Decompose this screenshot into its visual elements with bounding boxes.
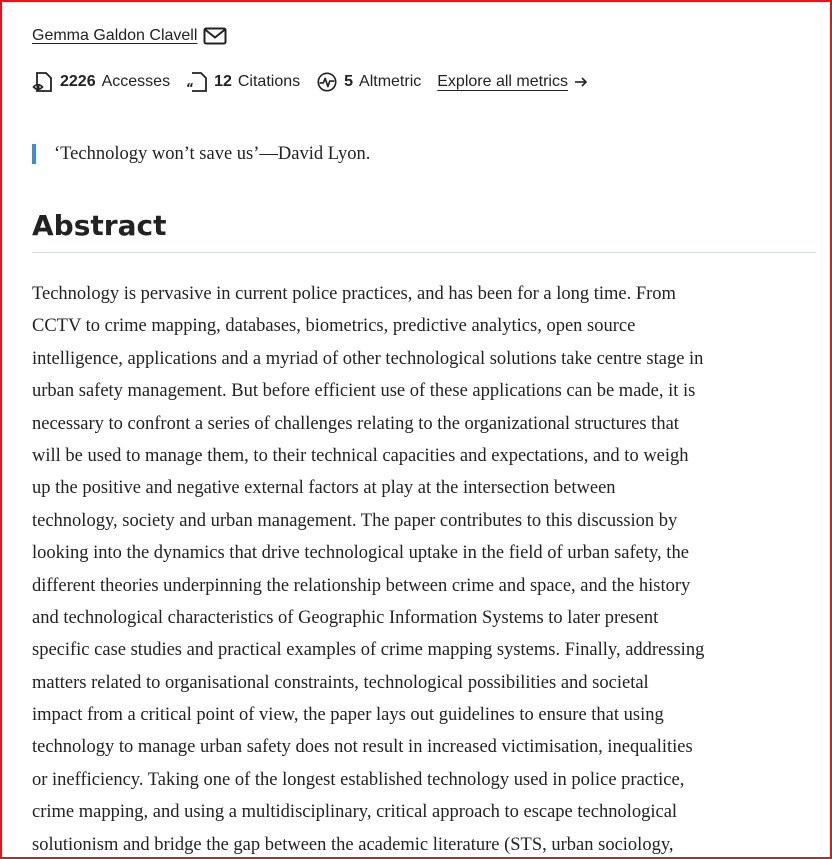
arrow-right-icon [573, 74, 589, 90]
abstract-line: necessary to confront a series of challenges relating to the organizational structures that [32, 413, 679, 434]
author-name-link[interactable]: Gemma Galdon Clavell [32, 27, 198, 44]
citations-label: Citations [237, 73, 301, 90]
abstract-line: technology, society and urban management. The paper contributes to this discussion by [32, 510, 678, 531]
altmetric-score: 5 [344, 73, 354, 90]
abstract-line: impact from a critical point of view, the paper lays out guidelines to ensure that using [32, 705, 664, 726]
accesses-count: 2226 [60, 73, 96, 90]
citations-count: 12 [214, 73, 232, 90]
metric-citations [186, 70, 300, 94]
abstract-line: different theories underpinning the relationship between crime and space, and the history [32, 575, 691, 596]
abstract-line: specific case studies and practical examples of crime mapping systems. Finally, addressing [32, 640, 705, 661]
metric-accesses [32, 70, 170, 94]
abstract-line: solutionism and bridge the gap between the academic literature (STS, urban sociology, [32, 834, 674, 855]
accesses-label: Accesses [101, 73, 171, 90]
abstract-line: up the positive and negative external factors at play at the intersection between [32, 478, 616, 499]
abstract-line: will be used to manage them, to their technical capacities and expectations, and to weigh [32, 445, 689, 466]
mail-icon[interactable] [203, 26, 227, 46]
citations-icon [186, 70, 208, 94]
abstract-line: CCTV to crime mapping, databases, biometrics, predictive analytics, open source [32, 316, 636, 337]
abstract-line: urban safety management. But before efficient use of these applications can be made, it is [32, 381, 696, 402]
abstract-line: technology to manage urban safety does not result in increased victimisation, inequalities [32, 737, 693, 758]
altmetric-icon [316, 70, 338, 94]
explore-all-metrics-link[interactable] [437, 73, 589, 91]
epigraph-quote: ‘Technology won’t save us’—David Lyon. [32, 144, 370, 164]
abstract-heading: Abstract [32, 209, 167, 242]
metric-altmetric [316, 70, 421, 94]
author-row [32, 26, 227, 46]
abstract-line: looking into the dynamics that drive technological uptake in the field of urban safety, the [32, 543, 689, 564]
abstract-line: intelligence, applications and a myriad of other technological solutions take centre stage in [32, 348, 704, 369]
explore-all-metrics-label[interactable]: Explore all metrics [437, 73, 568, 90]
metrics-row [32, 70, 589, 94]
abstract-line: and technological characteristics of Geographic Information Systems to later present [32, 607, 659, 628]
altmetric-label: Altmetric [359, 73, 422, 90]
abstract-body [32, 278, 816, 859]
svg-text:“: “ [186, 81, 194, 94]
abstract-line: matters related to organisational constraints, technological possibilities and societal [32, 672, 649, 693]
accesses-icon [32, 70, 54, 94]
abstract-line: Technology is pervasive in current police practices, and has been for a long time. From [32, 284, 676, 304]
abstract-line: or inefficiency. Taking one of the longest established technology used in police practice, [32, 769, 685, 790]
abstract-line: crime mapping, and using a multidisciplinary, critical approach to escape technological [32, 802, 678, 823]
heading-divider [32, 252, 816, 253]
